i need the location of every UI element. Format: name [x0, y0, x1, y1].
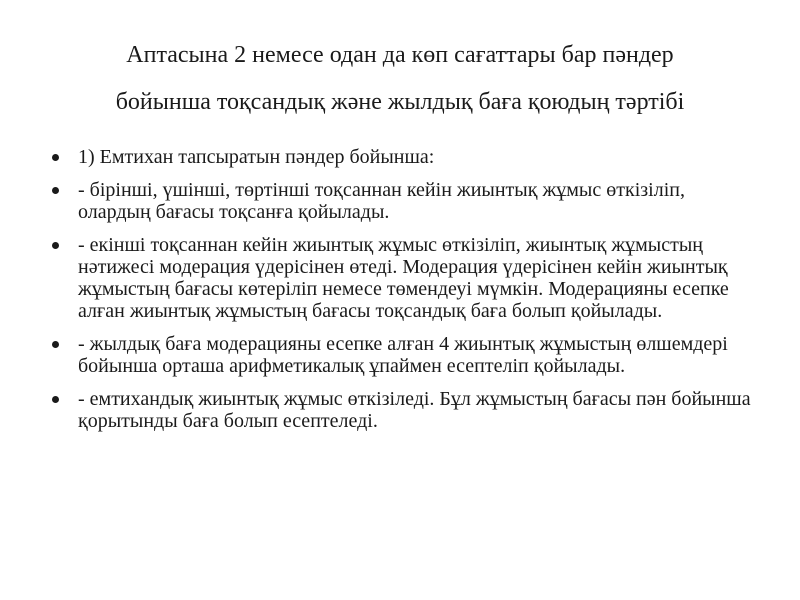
bullet-text: - емтихандық жиынтық жұмыс өткізіледі. Бұл жұмыстың бағасы пән бойынша қорытынды баға болып есептеледі. — [78, 388, 751, 432]
bullet-item — [52, 388, 752, 432]
slide-title-line-2: бойынша тоқсандық және жылдық баға қоюдың тәртібі — [115, 89, 685, 115]
bullet-item — [52, 179, 752, 223]
bullet-dot-icon — [52, 154, 59, 161]
bullet-dot-icon — [52, 341, 59, 348]
bullet-dot-icon — [52, 242, 59, 249]
bullet-text: - екінші тоқсаннан кейін жиынтық жұмыс өткізіліп, жиынтық жұмыстың нәтижесі модерация үдерісінен өтеді. Модерация үдерісінен кейін жиынтық жұмыстың бағасы көтеріліп немесе төмендеуі мүмкін. Модерацияны есепке алған жиынтық жұмыстың бағасы тоқсандық баға болып қойылады. — [78, 234, 729, 322]
bullet-text: 1) Емтихан тапсыратын пәндер бойынша: — [78, 146, 435, 168]
bullet-text: - жылдық баға модерацияны есепке алған 4 жиынтық жұмыстың өлшемдері бойынша орташа арифметикалық ұпаймен есептеліп қойылады. — [78, 333, 728, 377]
slide-title-line-1: Аптасына 2 немесе одан да көп сағаттары бар пәндер — [126, 42, 674, 68]
bullet-text: - бірінші, үшінші, төртінші тоқсаннан кейін жиынтық жұмыс өткізіліп, олардың бағасы тоқсанға қойылады. — [78, 179, 685, 223]
bullet-item — [52, 333, 752, 377]
bullet-dot-icon — [52, 187, 59, 194]
bullet-dot-icon — [52, 396, 59, 403]
bullet-item — [52, 146, 752, 168]
bullet-item — [52, 234, 752, 322]
bullet-list — [52, 146, 752, 443]
